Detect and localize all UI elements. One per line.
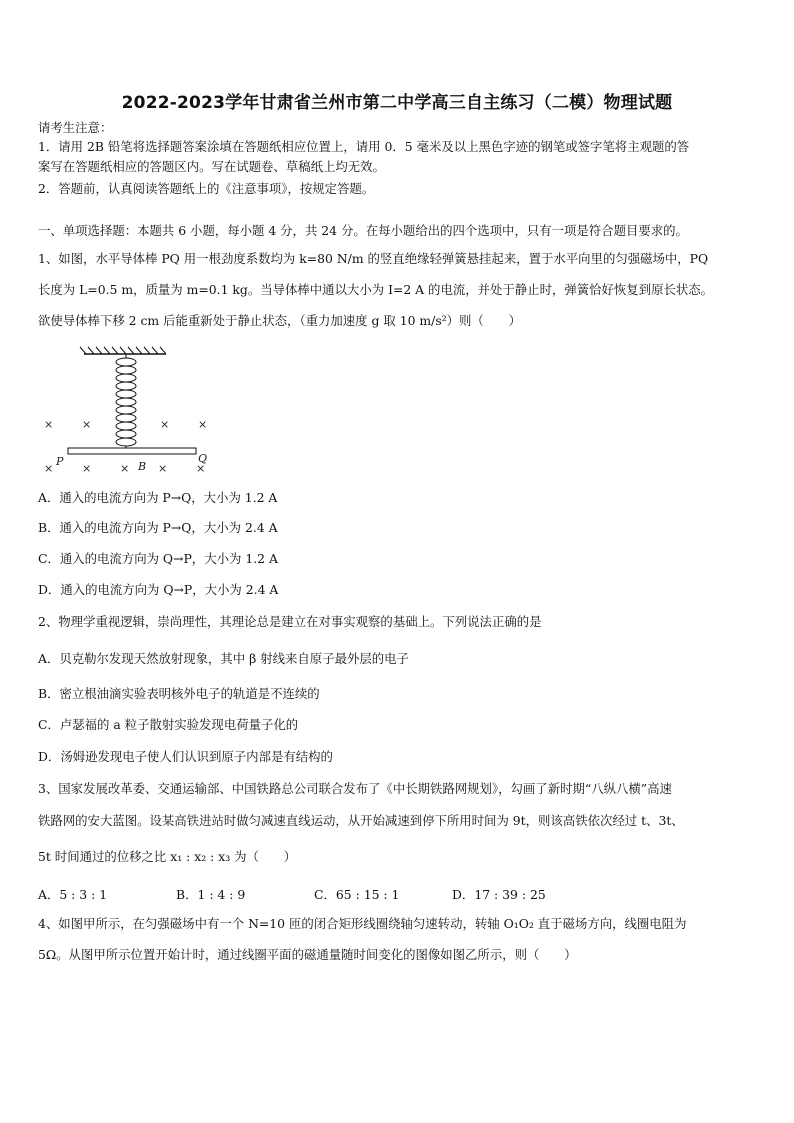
notice-line-1a: 1．请用 2B 铅笔将选择题答案涂填在答题纸相应位置上，请用 0．5 毫米及以上黑色字迹的钢笔或签字笔将主观题的答 <box>38 139 690 154</box>
q2-stem: 2、物理学重视逻辑，崇尚理性，其理论总是建立在对事实观察的基础上。下列说法正确的是 <box>38 614 542 629</box>
q1-option-d: D．通入的电流方向为 Q→P，大小为 2.4 A <box>38 582 279 597</box>
q1-option-a: A．通入的电流方向为 P→Q，大小为 1.2 A <box>38 490 278 505</box>
spring-rod-diagram <box>38 338 228 478</box>
field-cross: × <box>196 462 206 475</box>
q4-stem-line-2: 5Ω。从图甲所示位置开始计时，通过线圈平面的磁通量随时间变化的图像如图乙所示，则（ ） <box>38 947 577 962</box>
label-q: Q <box>198 452 208 465</box>
notice-line-1b: 案写在答题纸相应的答题区内。写在试题卷、草稿纸上均无效。 <box>38 159 385 174</box>
q3-option-d: D．17 : 39 : 25 <box>452 887 546 902</box>
notice-heading: 请考生注意： <box>38 120 113 135</box>
q1-stem-line-3: 欲使导体棒下移 2 cm 后能重新处于静止状态，（重力加速度 g 取 10 m/s²）则（ ） <box>38 313 521 328</box>
field-cross: × <box>120 462 130 475</box>
field-cross: × <box>160 418 170 431</box>
q4-stem-line-1: 4、如图甲所示，在匀强磁场中有一个 N=10 匝的闭合矩形线圈绕轴匀速转动，转轴 O₁O₂ 直于磁场方向，线圈电阻为 <box>38 916 687 931</box>
q2-option-a: A．贝克勒尔发现天然放射现象，其中 β 射线来自原子最外层的电子 <box>38 651 409 666</box>
field-cross: × <box>44 418 54 431</box>
q3-stem-line-1: 3、国家发展改革委、交通运输部、中国铁路总公司联合发布了《中长期铁路网规划》，勾画了新时期“八纵八横”高速 <box>38 781 672 796</box>
q3-stem-line-3: 5t 时间通过的位移之比 x₁ : x₂ : x₃ 为（ ） <box>38 849 297 864</box>
q2-option-c: C．卢瑟福的 a 粒子散射实验发现电荷量子化的 <box>38 717 299 732</box>
q2-option-b: B．密立根油滴实验表明核外电子的轨道是不连续的 <box>38 686 320 701</box>
label-p: P <box>56 455 64 468</box>
q1-option-c: C．通入的电流方向为 Q→P，大小为 1.2 A <box>38 551 278 566</box>
q3-option-a: A．5 : 3 : 1 <box>38 887 108 902</box>
q3-option-c: C．65 : 15 : 1 <box>314 887 400 902</box>
notice-line-2: 2．答题前，认真阅读答题纸上的《注意事项》，按规定答题。 <box>38 181 375 196</box>
q2-option-d: D．汤姆逊发现电子使人们认识到原子内部是有结构的 <box>38 749 333 764</box>
field-cross: × <box>198 418 208 431</box>
field-cross: × <box>82 462 92 475</box>
label-b: B <box>138 460 147 473</box>
q1-option-b: B．通入的电流方向为 P→Q，大小为 2.4 A <box>38 520 278 535</box>
page-title: 2022-2023学年甘肃省兰州市第二中学高三自主练习（二模）物理试题 <box>121 93 673 113</box>
field-cross: × <box>158 462 168 475</box>
field-cross: × <box>44 462 54 475</box>
field-cross: × <box>82 418 92 431</box>
q3-stem-line-2: 铁路网的安大蓝图。设某高铁进站时做匀减速直线运动，从开始减速到停下所用时间为 9t，则该高铁依次经过 t、3t、 <box>38 813 684 828</box>
section-heading: 一、单项选择题：本题共 6 小题，每小题 4 分，共 24 分。在每小题给出的四个选项中，只有一项是符合题目要求的。 <box>38 223 688 238</box>
q1-stem-line-1: 1、如图，水平导体棒 PQ 用一根劲度系数均为 k=80 N/m 的竖直绝缘轻弹簧悬挂起来，置于水平向里的匀强磁场中，PQ <box>38 251 709 266</box>
q3-option-b: B．1 : 4 : 9 <box>176 887 246 902</box>
q1-stem-line-2: 长度为 L=0.5 m，质量为 m=0.1 kg。当导体棒中通以大小为 I=2 A 的电流，并处于静止时，弹簧恰好恢复到原长状态。 <box>38 282 714 297</box>
